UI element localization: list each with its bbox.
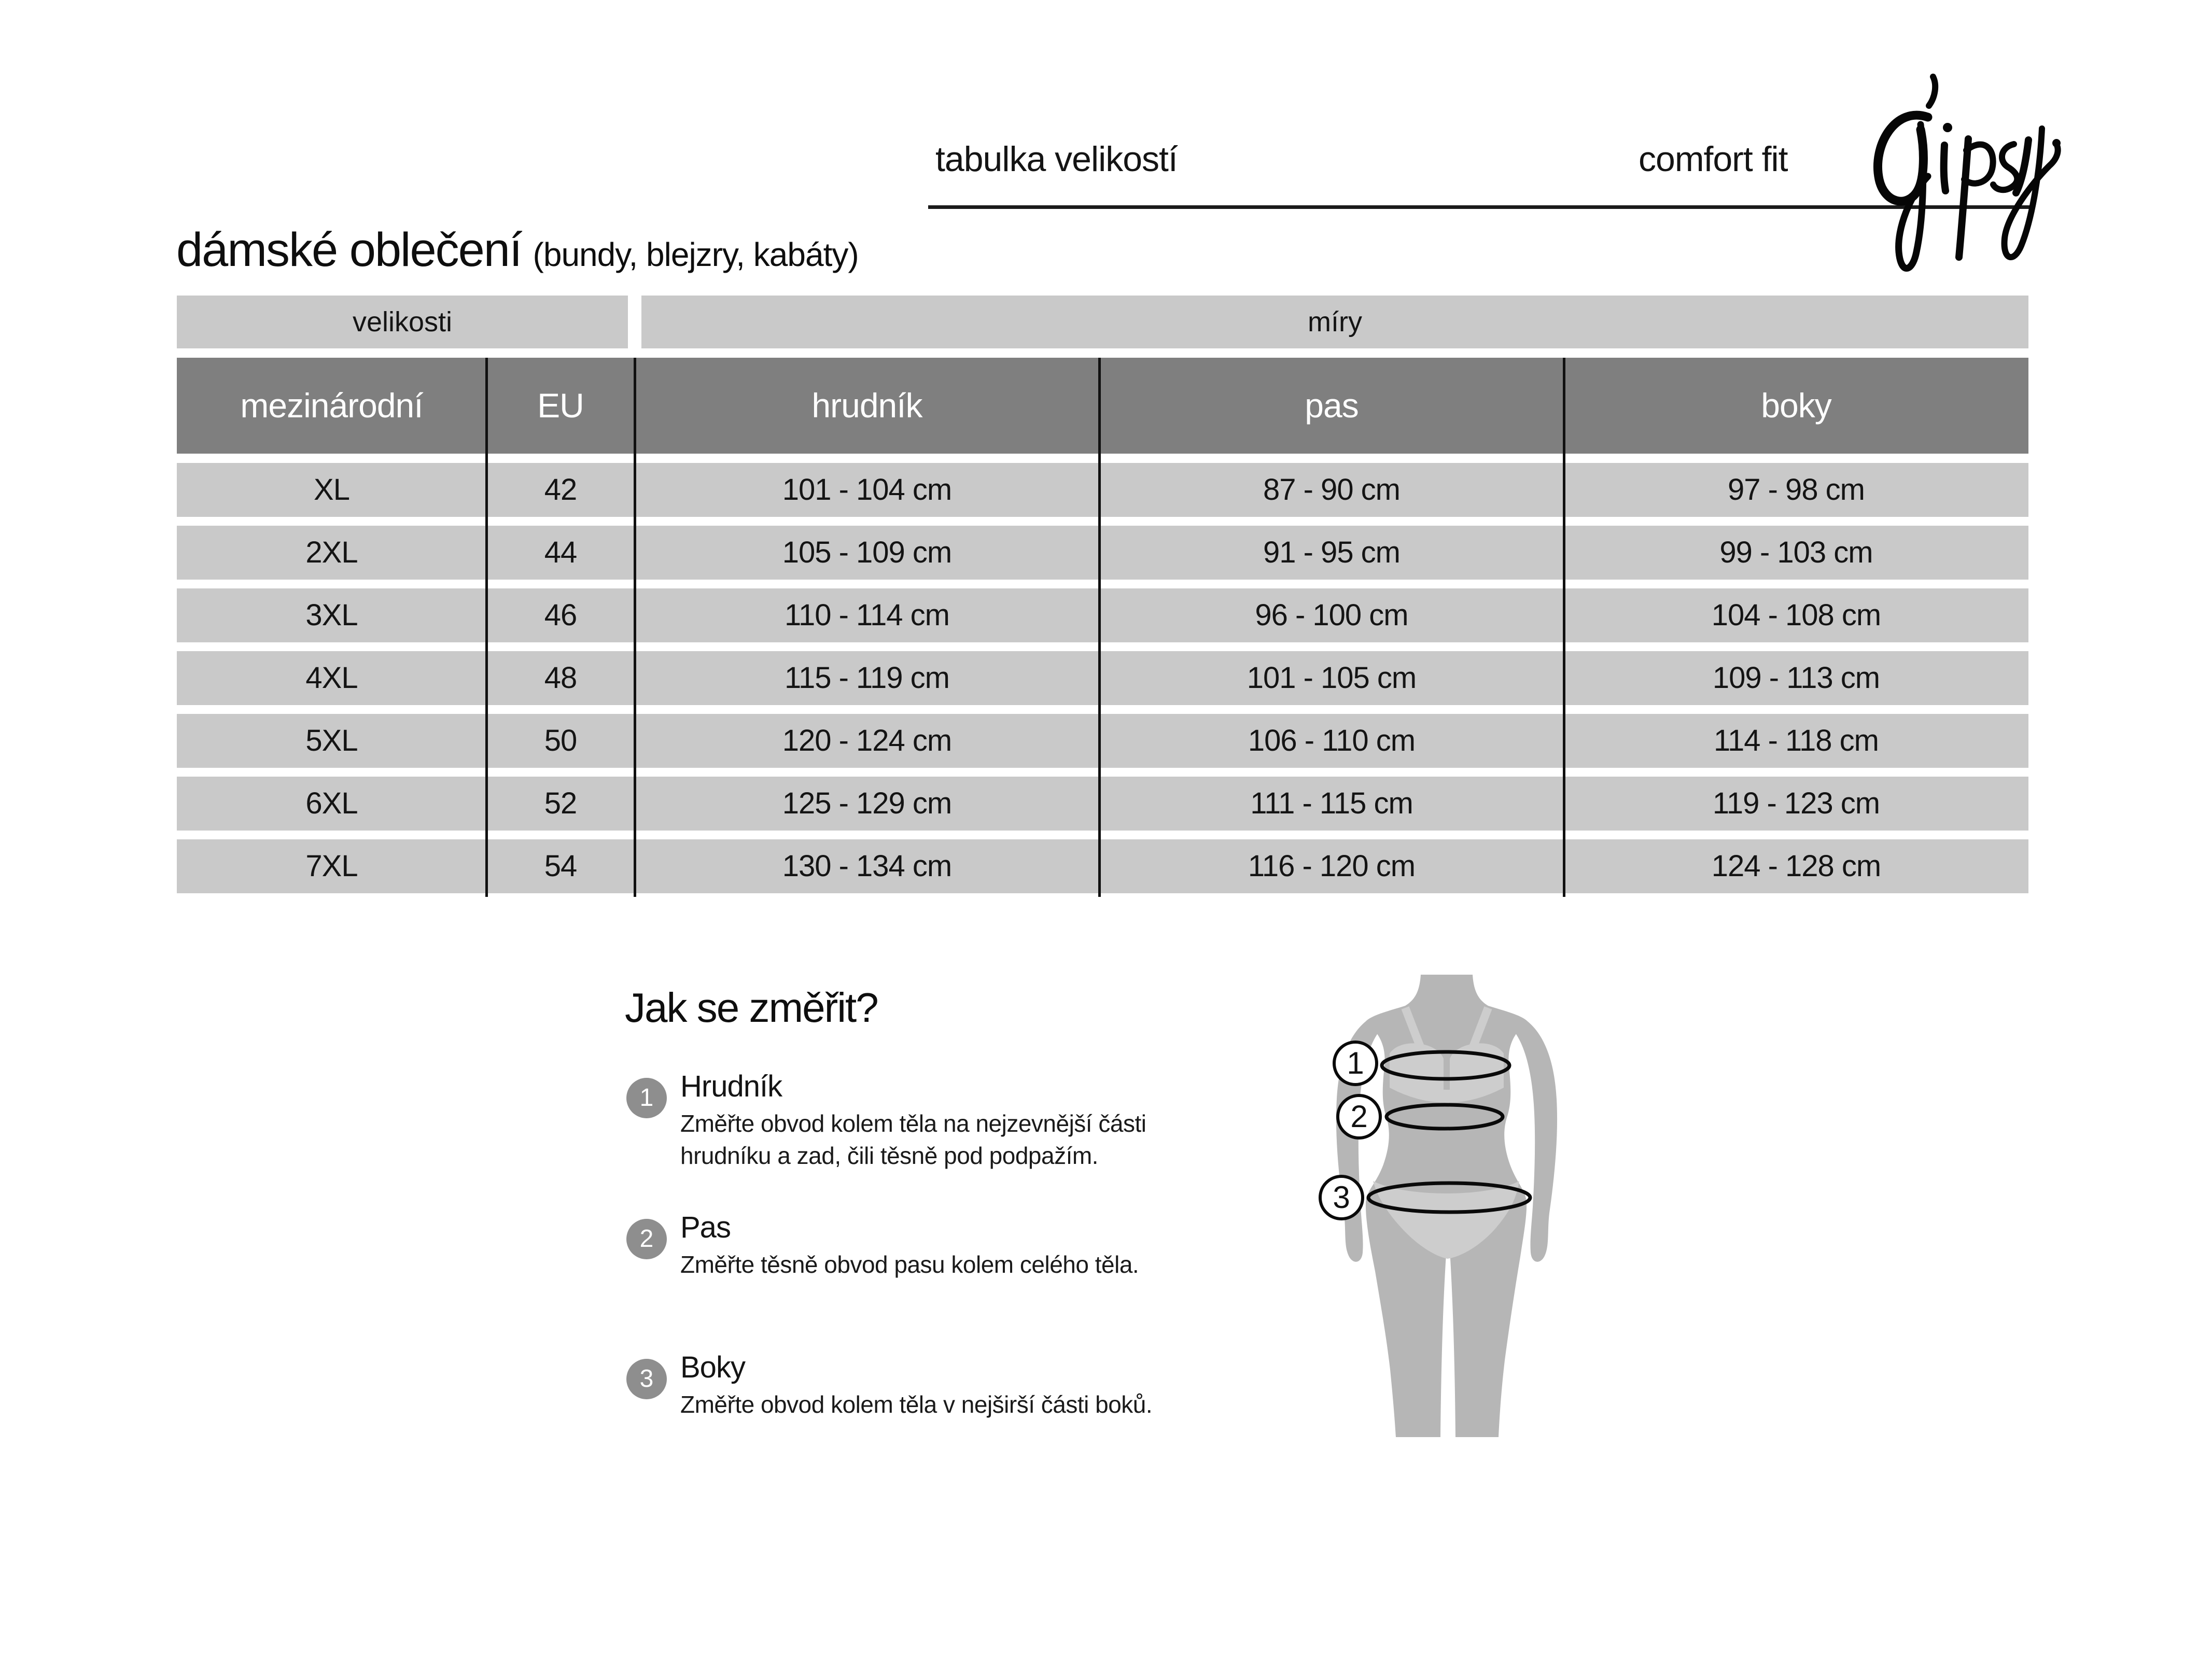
figure-marker-1: 1	[1347, 1046, 1364, 1080]
guide-step-label-hips: Boky	[680, 1351, 745, 1384]
table-row	[177, 588, 2028, 642]
cell-size-int: 4XL	[305, 661, 358, 695]
table-row	[177, 463, 2028, 517]
column-separator	[634, 358, 636, 897]
brand-logo-gipsy-icon	[1867, 67, 2064, 306]
cell-chest: 115 - 119 cm	[785, 661, 949, 695]
table-row	[177, 839, 2028, 893]
cell-chest: 101 - 104 cm	[782, 473, 952, 507]
guide-step-badge-2: 2	[626, 1219, 667, 1259]
table-row	[177, 526, 2028, 580]
cell-hips: 97 - 98 cm	[1728, 473, 1865, 507]
cell-size-eu: 46	[544, 598, 577, 632]
cell-waist: 116 - 120 cm	[1248, 849, 1416, 883]
cell-hips: 104 - 108 cm	[1711, 598, 1881, 632]
group-header-sizes: velikosti	[177, 296, 628, 348]
cell-chest: 120 - 124 cm	[782, 724, 952, 757]
cell-chest: 105 - 109 cm	[782, 536, 952, 569]
cell-chest: 130 - 134 cm	[782, 849, 952, 883]
column-header-chest: hrudník	[811, 386, 922, 425]
guide-step-label-chest: Hrudník	[680, 1070, 782, 1103]
section-title-subtitle: (bundy, blejzry, kabáty)	[533, 236, 859, 273]
column-header-hips: boky	[1761, 386, 1831, 425]
column-separator	[1098, 358, 1101, 897]
guide-step-text-waist: Změřte těsně obvod pasu kolem celého těla.	[680, 1251, 1139, 1278]
guide-step-badge-3: 3	[626, 1359, 667, 1399]
cell-hips: 99 - 103 cm	[1719, 536, 1873, 569]
table-row	[177, 714, 2028, 768]
body-measurement-figure	[1312, 975, 1571, 1441]
cell-hips: 124 - 128 cm	[1711, 849, 1881, 883]
cell-size-int: 5XL	[305, 724, 358, 757]
guide-step-label-waist: Pas	[680, 1211, 731, 1244]
cell-size-int: 2XL	[305, 536, 358, 569]
cell-hips: 119 - 123 cm	[1712, 786, 1880, 820]
section-title	[176, 223, 859, 277]
cell-waist: 87 - 90 cm	[1263, 473, 1400, 507]
guide-title: Jak se změřit?	[625, 985, 878, 1031]
cell-size-int: 3XL	[305, 598, 358, 632]
section-title-main: dámské oblečení	[176, 223, 522, 276]
cell-size-int: XL	[314, 473, 349, 507]
group-header-measures: míry	[641, 296, 2028, 348]
cell-size-eu: 48	[544, 661, 577, 695]
guide-step-text-hips: Změřte obvod kolem těla v nejširší části boků.	[680, 1391, 1153, 1418]
column-separator	[485, 358, 488, 897]
column-header-international: mezinárodní	[240, 386, 423, 425]
header-divider	[928, 205, 2032, 209]
column-separator	[1563, 358, 1565, 897]
cell-size-eu: 50	[544, 724, 577, 757]
cell-waist: 101 - 105 cm	[1247, 661, 1417, 695]
figure-marker-2: 2	[1350, 1099, 1368, 1134]
table-row	[177, 651, 2028, 705]
table-header-row	[177, 358, 2028, 454]
cell-size-eu: 54	[544, 849, 577, 883]
cell-size-eu: 52	[544, 786, 577, 820]
cell-chest: 125 - 129 cm	[782, 786, 952, 820]
cell-size-int: 7XL	[305, 849, 358, 883]
cell-waist: 96 - 100 cm	[1255, 598, 1408, 632]
cell-waist: 106 - 110 cm	[1248, 724, 1416, 757]
guide-step-badge-1: 1	[626, 1078, 667, 1118]
cell-size-eu: 42	[544, 473, 577, 507]
cell-hips: 114 - 118 cm	[1714, 724, 1879, 757]
cell-chest: 110 - 114 cm	[785, 598, 949, 632]
cell-hips: 109 - 113 cm	[1712, 661, 1880, 695]
cell-waist: 91 - 95 cm	[1263, 536, 1400, 569]
figure-marker-3: 3	[1333, 1180, 1350, 1215]
guide-step-text-chest: Změřte obvod kolem těla na nejzevnější části hrudníku a zad, čili těsně pod podpažím.	[680, 1110, 1146, 1169]
column-header-waist: pas	[1305, 386, 1359, 425]
page-title: tabulka velikostí	[935, 139, 1178, 179]
cell-size-eu: 44	[544, 536, 577, 569]
cell-size-int: 6XL	[305, 786, 358, 820]
cell-waist: 111 - 115 cm	[1250, 786, 1413, 820]
column-header-eu: EU	[537, 386, 584, 425]
table-row	[177, 777, 2028, 831]
fit-label: comfort fit	[1639, 139, 1788, 179]
